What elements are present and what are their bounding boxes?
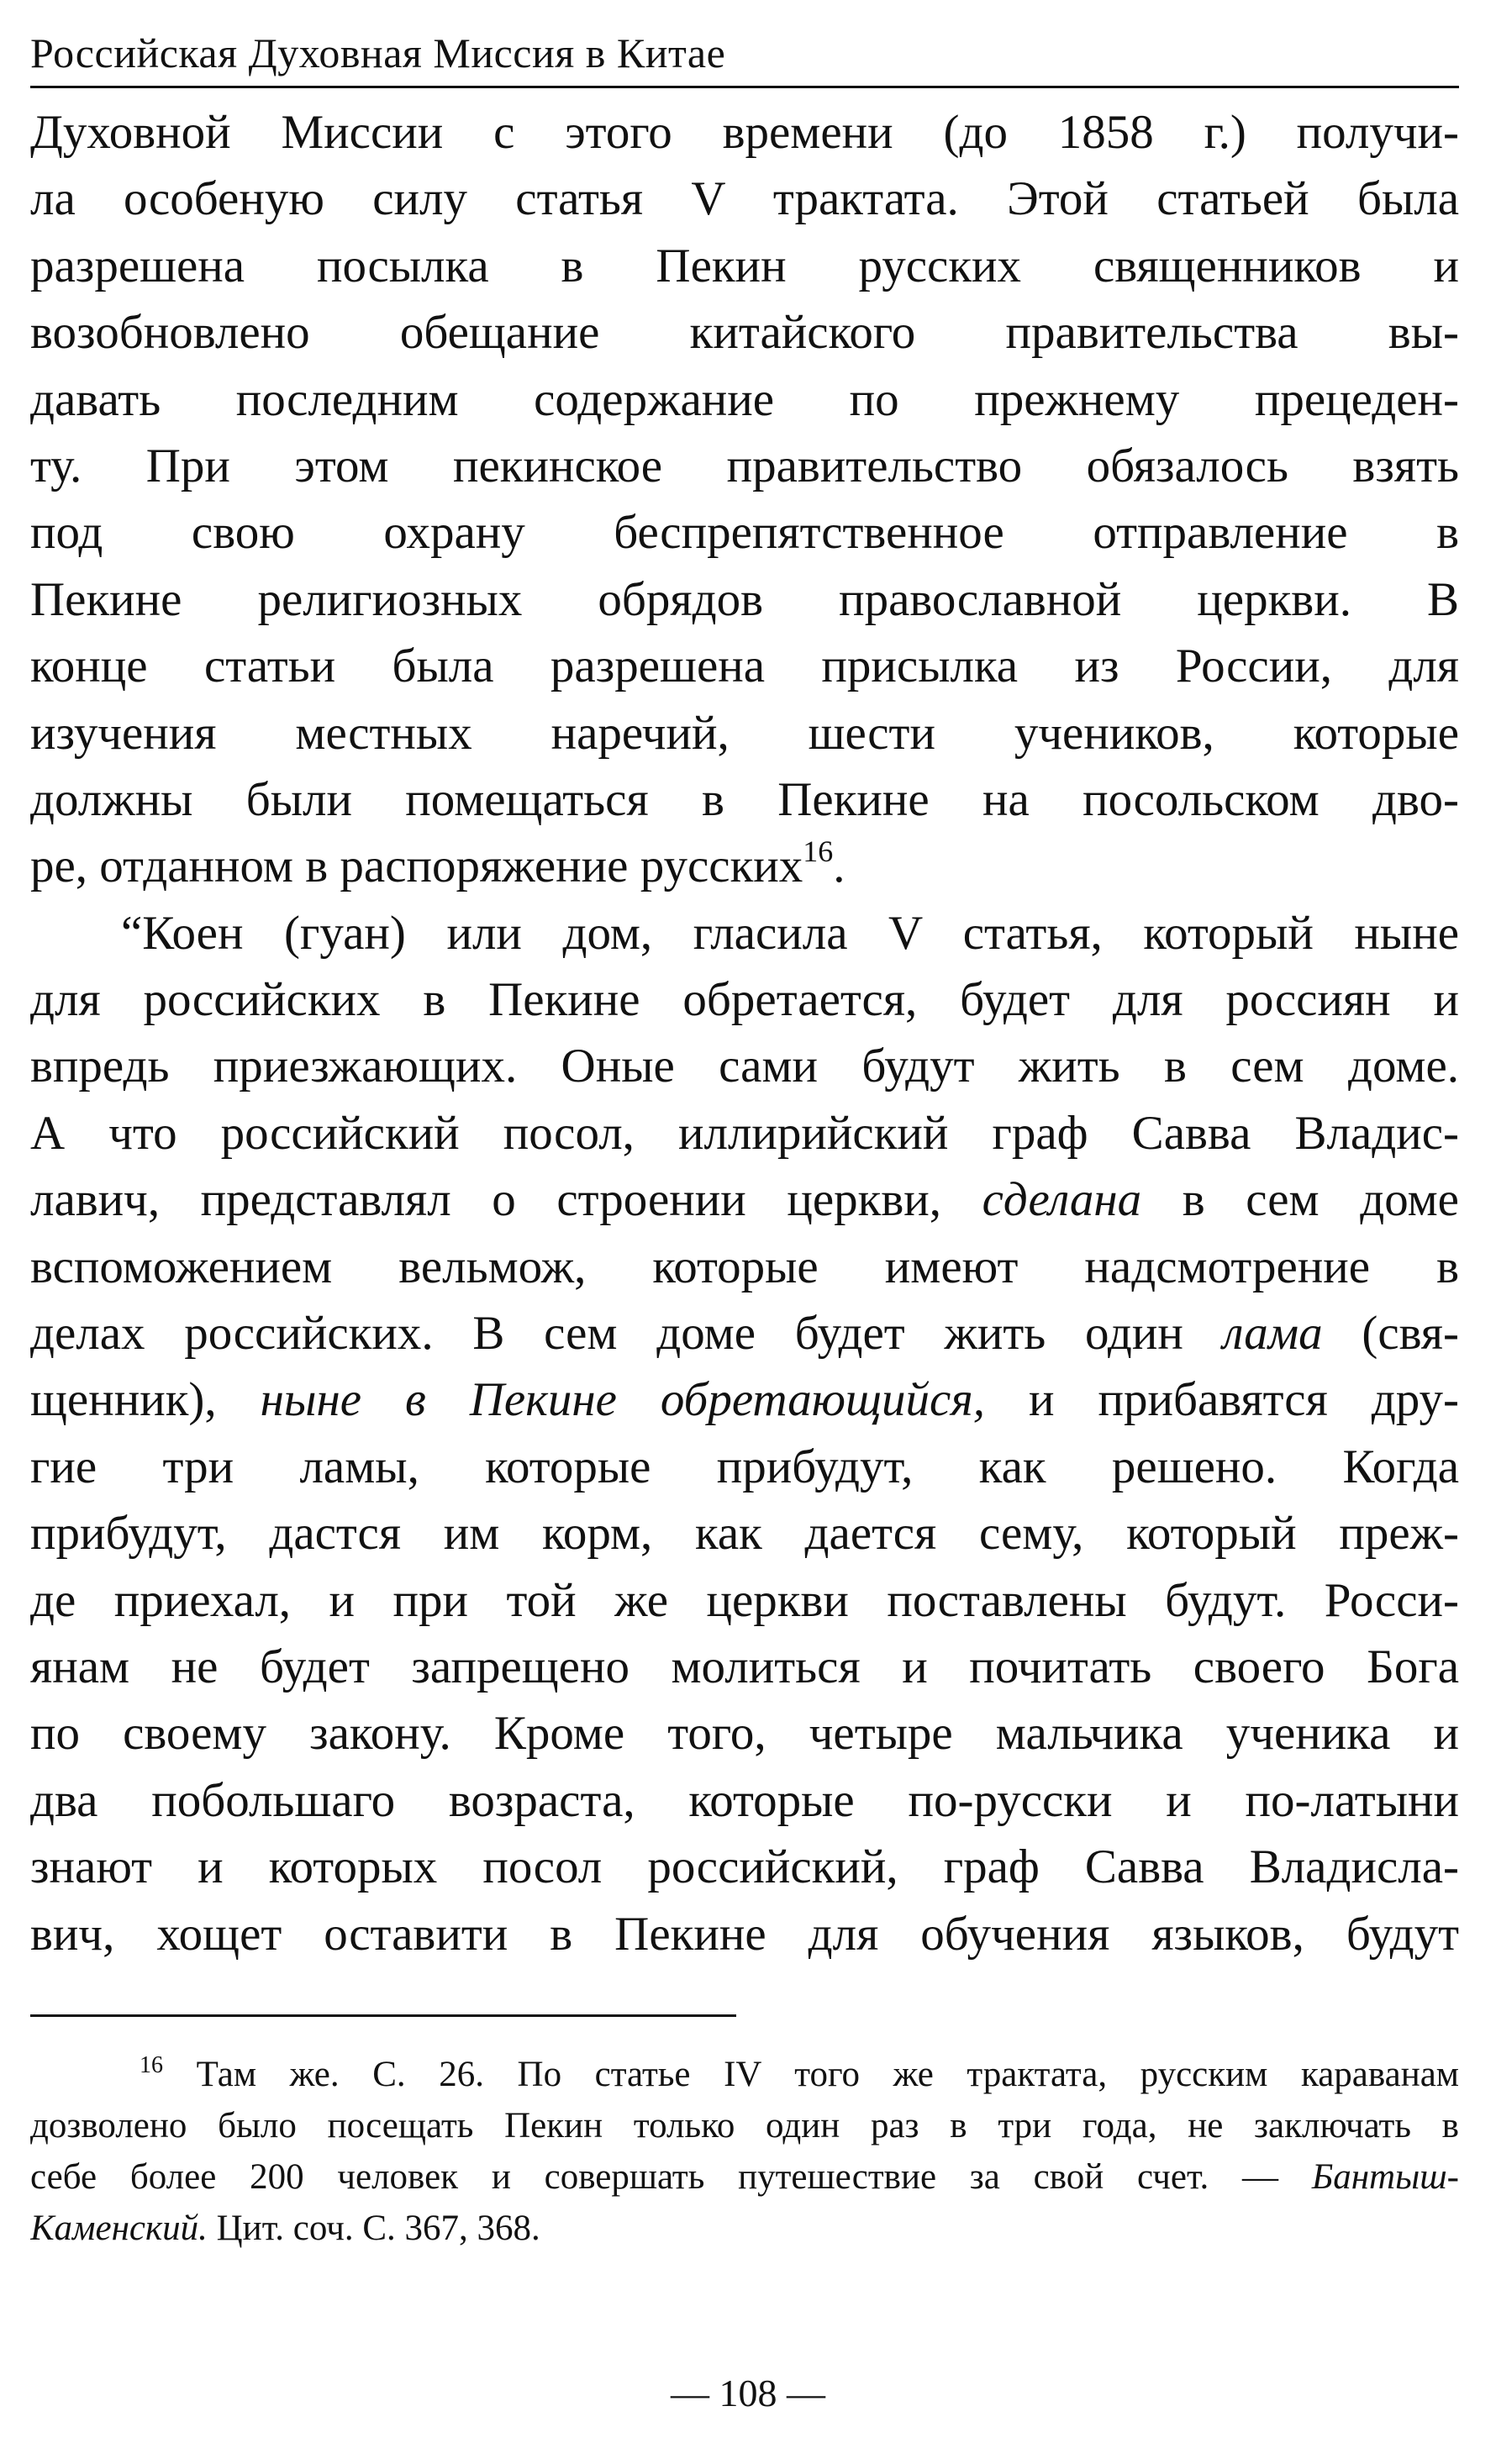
emphasis: лама <box>1222 1307 1323 1361</box>
text-line: впредь приезжающих. Оные сами будут жить в сем доме. <box>30 1040 1459 1093</box>
footnote-line: себе более 200 человек и совершать путешествие за свой счет. — Бантыш- <box>30 2157 1459 2197</box>
text-line: вспоможением вельмож, которые имеют надсмотрение в <box>30 1240 1459 1293</box>
text-line: возобновлено обещание китайского правительства вы- <box>30 306 1459 360</box>
text-line: щенник), ныне в Пекине обретающийся, и прибавятся дру- <box>30 1373 1459 1427</box>
emphasis: сделана <box>982 1173 1142 1227</box>
text-line: по своему закону. Кроме того, четыре мальчика ученика и <box>30 1707 1459 1761</box>
text-line: изучения местных наречий, шести учеников, которые <box>30 706 1459 760</box>
text-line: А что российский посол, иллирийский граф Савва Владис- <box>30 1106 1459 1160</box>
text-line: ту. При этом пекинское правительство обязалось взять <box>30 439 1459 492</box>
text-line: для российских в Пекине обретается, будет для россиян и <box>30 973 1459 1027</box>
footnote-rule <box>30 2014 736 2017</box>
footnote-line: дозволено было посещать Пекин только один раз в три года, не заключать в <box>30 2106 1459 2145</box>
text-line: Духовной Миссии с этого времени (до 1858 г.) получи- <box>30 106 1459 159</box>
text-line: знают и которых посол российский, граф Савва Владисла- <box>30 1840 1459 1894</box>
text-line: лавич, представлял о строении церкви, сделана в сем доме <box>30 1173 1459 1227</box>
header-rule <box>30 86 1459 88</box>
text-line: два побольшаго возраста, которые по-русски и по-латыни <box>30 1773 1459 1827</box>
text-line: де приехал, и при той же церкви поставлены будут. Росси- <box>30 1573 1459 1627</box>
text-line: Пекине религиозных обрядов православной церкви. В <box>30 572 1459 626</box>
text-line: прибудут, дастся им корм, как дается сему, который преж- <box>30 1507 1459 1561</box>
running-header: Российская Духовная Миссия в Китае <box>30 29 726 76</box>
page-number: — 108 — <box>671 2372 825 2414</box>
text-line: конце статьи была разрешена присылка из России, для <box>30 640 1459 693</box>
emphasis: ныне в Пекине обретающийся, <box>260 1373 986 1427</box>
footnote-number: 16 <box>140 2052 163 2078</box>
emphasis: Каменский. <box>30 2209 208 2248</box>
text-line: ре, отданном в распоряжение русских$^{16}$. <box>30 834 845 893</box>
text-line: ла особеную силу статья V трактата. Этой статьей была <box>30 172 1459 226</box>
text-line: должны были помещаться в Пекине на посольском дво- <box>30 772 1459 826</box>
text-line: “Коен (гуан) или дом, гласила V статья, который ныне <box>121 906 1459 960</box>
emphasis: Бантыш- <box>1311 2157 1459 2197</box>
footnote <box>30 2049 1459 2254</box>
footnote-line: $^{16}$ Там же. С. 26. По статье IV того же трактата, русским караванам <box>140 2052 1459 2094</box>
text-line: янам не будет запрещено молиться и почитать своего Бога <box>30 1640 1459 1693</box>
footnote-ref: 16 <box>803 834 834 869</box>
text-line: гие три ламы, которые прибудут, как решено. Когда <box>30 1440 1459 1493</box>
text-line: давать последним содержание по прежнему прецеден- <box>30 372 1459 426</box>
text-line: вич, хощет оставити в Пекине для обучения языков, будут <box>30 1907 1459 1961</box>
footnote-line: Каменский. Цит. соч. С. 367, 368. <box>30 2209 540 2248</box>
text-line: под свою охрану беспрепятственное отправление в <box>30 506 1459 560</box>
text-line: разрешена посылка в Пекин русских священников и <box>30 239 1459 292</box>
main-text <box>30 99 1459 1967</box>
text-line: делах российских. В сем доме будет жить один лама (свя- <box>30 1307 1459 1361</box>
